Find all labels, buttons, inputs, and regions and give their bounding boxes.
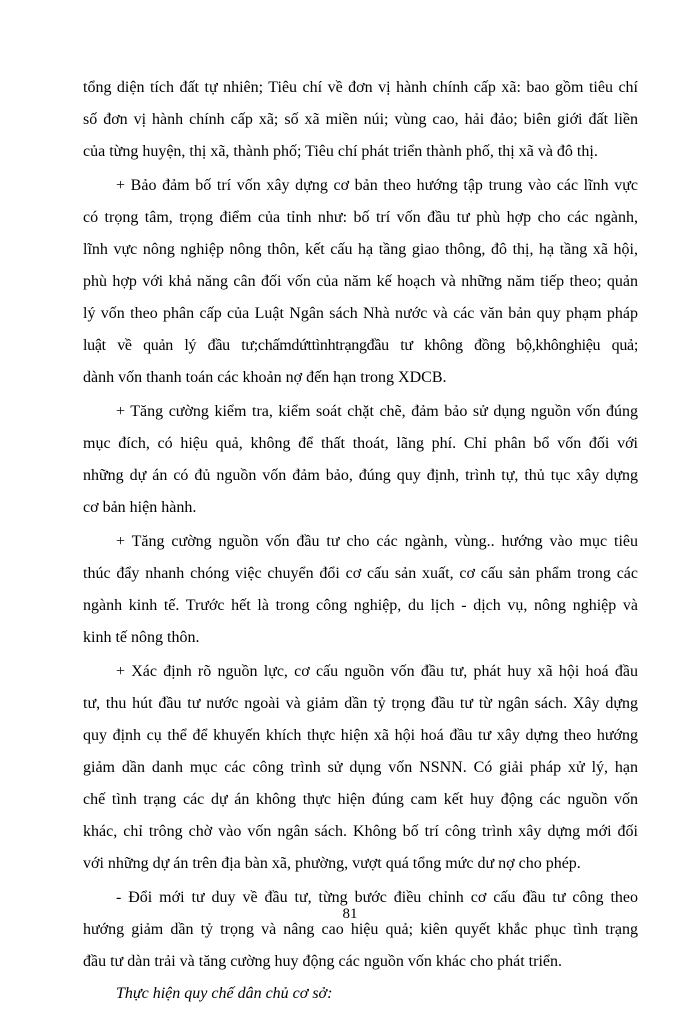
text-line: thúc đẩy nhanh chóng việc chuyển đổi cơ cấu sản xuất, cơ cấu sản phẩm trong các: [83, 565, 638, 582]
text-line: + Tăng cường nguồn vốn đầu tư cho các ngành, vùng.. hướng vào mục tiêu: [116, 533, 638, 550]
paragraph-resources: [83, 656, 638, 880]
paragraph-criteria: [83, 72, 638, 168]
paragraph-inspection: [83, 396, 638, 524]
text-line: luật về quản lý đầu tư;chấmdứttìnhtrạngđầu tư không đồng bộ,khônghiệu quả;: [83, 337, 638, 354]
document-body: [83, 72, 638, 1010]
text-line: có trọng tâm, trọng điểm của tỉnh như: bố trí vốn đầu tư phù hợp cho các ngành,: [83, 209, 638, 226]
text-line: số đơn vị hành chính cấp xã; số xã miền núi; vùng cao, hải đảo; biên giới đất liền: [83, 111, 638, 128]
paragraph-capital-allocation: [83, 170, 638, 394]
text-line: ngành kinh tế. Trước hết là trong công nghiệp, du lịch - dịch vụ, nông nghiệp và: [83, 597, 638, 614]
text-line: + Tăng cường kiểm tra, kiểm soát chặt chẽ, đảm bảo sử dụng nguồn vốn đúng: [116, 403, 638, 420]
text-line: những dự án có đủ nguồn vốn đảm bảo, đúng quy định, trình tự, thủ tục xây dựng: [83, 467, 638, 484]
section-heading: Thực hiện quy chế dân chủ cơ sở:: [116, 985, 333, 1002]
text-line: đầu tư dàn trải và tăng cường huy động các nguồn vốn khác cho phát triển.: [83, 953, 562, 970]
text-line: lý vốn theo phân cấp của Luật Ngân sách Nhà nước và các văn bản quy phạm pháp: [83, 305, 638, 322]
text-line: hướng giảm dần tỷ trọng và nâng cao hiệu quả; kiên quyết khắc phục tình trạng: [83, 921, 638, 938]
text-line: + Xác định rõ nguồn lực, cơ cấu nguồn vốn đầu tư, phát huy xã hội hoá đầu: [116, 663, 638, 680]
text-line: chế tình trạng các dự án không thực hiện đúng cam kết huy động các nguồn vốn: [83, 791, 638, 808]
text-line: phù hợp với khả năng cân đối vốn của năm kế hoạch và những năm tiếp theo; quản: [83, 273, 638, 290]
text-line: - Đổi mới tư duy về đầu tư, từng bước điều chỉnh cơ cấu đầu tư công theo: [116, 889, 638, 906]
paragraph-innovation: [83, 882, 638, 978]
text-line: dành vốn thanh toán các khoản nợ đến hạn trong XDCB.: [83, 369, 447, 386]
text-line: khác, chỉ trông chờ vào vốn ngân sách. Không bố trí công trình xây dựng mới đối: [83, 823, 638, 840]
text-line: tổng diện tích đất tự nhiên; Tiêu chí về đơn vị hành chính cấp xã: bao gồm tiêu chí: [83, 79, 638, 96]
text-line: mục đích, có hiệu quả, không để thất thoát, lãng phí. Chỉ phân bổ vốn đối với: [83, 435, 638, 452]
text-line: của từng huyện, thị xã, thành phố; Tiêu chí phát triển thành phố, thị xã và đô thị.: [83, 143, 598, 160]
text-line: với những dự án trên địa bàn xã, phường, vượt quá tổng mức dư nợ cho phép.: [83, 855, 581, 872]
text-line: lĩnh vực nông nghiệp nông thôn, kết cấu hạ tầng giao thông, đô thị, hạ tầng xã hội,: [83, 241, 638, 258]
text-line: giảm dần danh mục các công trình sử dụng vốn NSNN. Có giải pháp xử lý, hạn: [83, 759, 638, 776]
text-line: tư, thu hút đầu tư nước ngoài và giảm dần tỷ trọng đầu tư từ ngân sách. Xây dựng: [83, 695, 638, 712]
page-number: 81: [342, 906, 358, 922]
text-line: + Bảo đảm bố trí vốn xây dựng cơ bản theo hướng tập trung vào các lĩnh vực: [116, 177, 638, 194]
text-line: cơ bản hiện hành.: [83, 499, 197, 516]
text-line: quy định cụ thể để khuyến khích thực hiện xã hội hoá đầu tư xây dựng theo hướng: [83, 727, 638, 744]
paragraph-investment-sources: [83, 526, 638, 654]
text-line: kinh tế nông thôn.: [83, 629, 200, 646]
